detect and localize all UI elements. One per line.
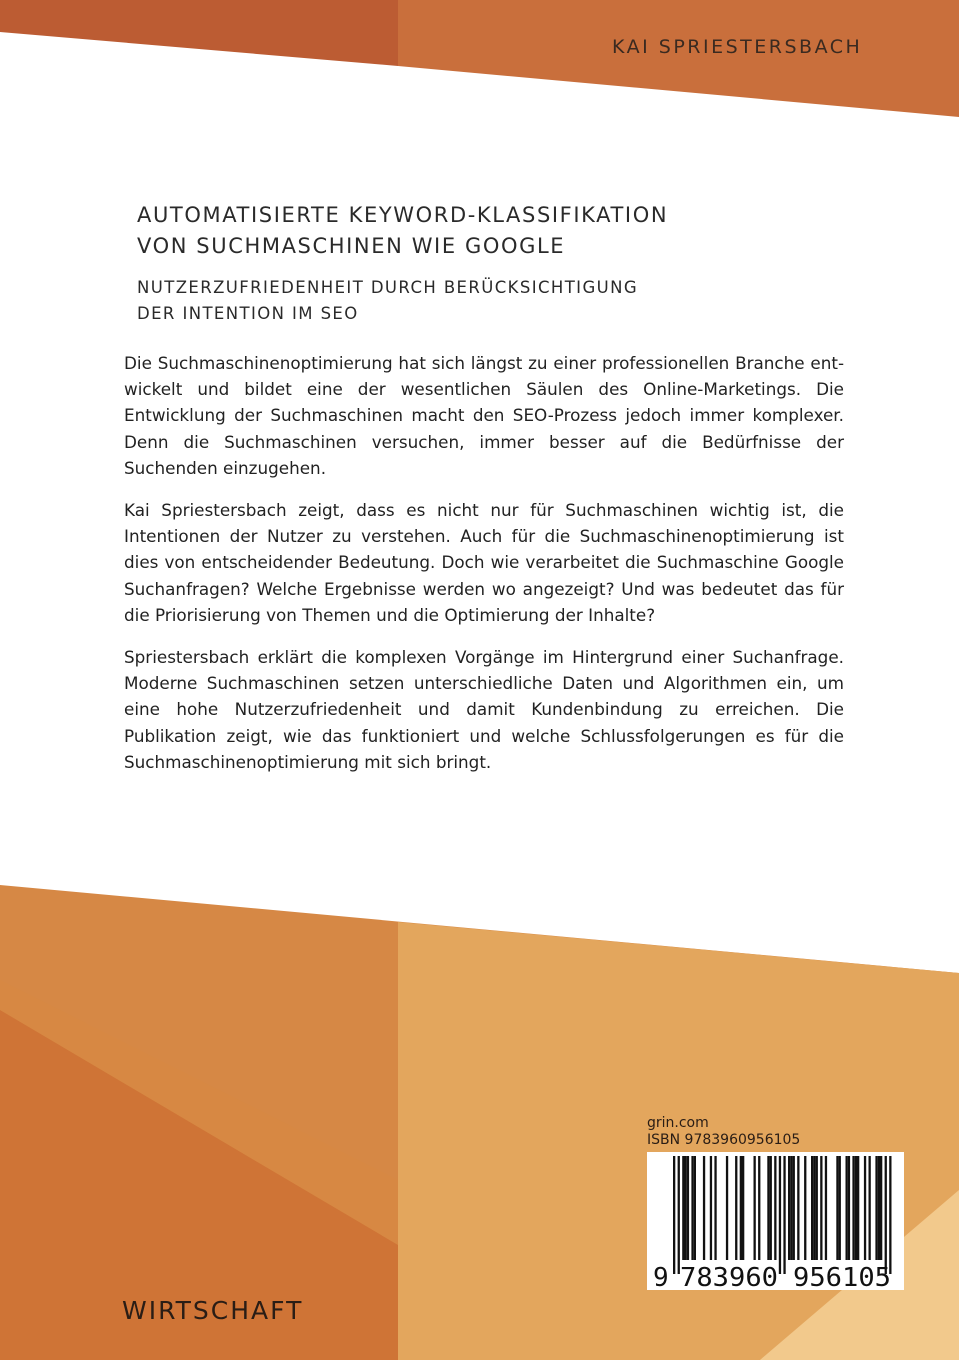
barcode-bar <box>864 1156 866 1260</box>
barcode-bar <box>673 1156 675 1274</box>
blurb <box>124 350 844 791</box>
author-name: KAI SPRIESTERSBACH <box>612 36 863 58</box>
barcode-bar <box>694 1156 696 1260</box>
barcode-bar <box>836 1156 838 1260</box>
isbn-label: ISBN 9783960956105 <box>647 1132 801 1148</box>
barcode-bar <box>710 1156 712 1260</box>
top-band-dark <box>0 0 398 66</box>
barcode-bar <box>742 1156 744 1260</box>
barcode-bar <box>889 1156 891 1274</box>
barcode-right-digits: 956105 <box>793 1263 891 1290</box>
barcode-bar <box>797 1156 799 1260</box>
barcode-bar <box>767 1156 769 1260</box>
barcode-bar <box>869 1156 871 1260</box>
barcode-bar <box>779 1156 781 1274</box>
barcode-bar <box>687 1156 689 1260</box>
category-label: WIRTSCHAFT <box>122 1296 304 1325</box>
barcode-bar <box>825 1156 827 1260</box>
barcode-bar <box>804 1156 806 1260</box>
barcode-left-digits: 783960 <box>680 1263 778 1290</box>
book-title <box>137 200 668 262</box>
barcode-bar <box>726 1156 728 1260</box>
barcode-bar <box>839 1156 841 1260</box>
barcode-bar <box>770 1156 772 1260</box>
barcode-bar <box>685 1156 687 1260</box>
barcode-bar <box>875 1156 877 1260</box>
barcode-bar <box>793 1156 795 1260</box>
barcode-bar <box>848 1156 850 1260</box>
barcode-graphic <box>647 1152 904 1290</box>
barcode-bar <box>774 1156 776 1260</box>
barcode-bar <box>846 1156 848 1260</box>
blurb-paragraph: Spriestersbach erklärt die komplexen Vorgänge im Hintergrund einer Suchanfrage. Moderne Suchmaschinen setzen unterschiedliche Daten und Algorithmen ein, um eine hohe Nutzerzufriedenheit und damit Kundenbindung zu erreichen. Die Publikation zeigt, wie das funktioniert und welche Schlussfolgerungen es für die Suchmaschinenoptimierung mit sich bringt. <box>124 647 844 772</box>
barcode-bar <box>678 1156 680 1274</box>
subtitle-line: DER INTENTION IM SEO <box>137 304 359 323</box>
barcode-bar <box>878 1156 880 1260</box>
title-line: VON SUCHMASCHINEN WIE GOOGLE <box>137 234 566 258</box>
barcode-bar <box>857 1156 859 1260</box>
isbn-barcode <box>647 1152 904 1290</box>
title-line: AUTOMATISIERTE KEYWORD-KLASSIFIKATION <box>137 203 669 227</box>
barcode-bar <box>820 1156 822 1260</box>
barcode-bar <box>813 1156 815 1260</box>
barcode-bar <box>855 1156 857 1260</box>
barcode-bar <box>740 1156 742 1260</box>
barcode-lead-digit: 9 <box>653 1263 669 1290</box>
barcode-bar <box>754 1156 756 1260</box>
publisher-imprint <box>647 1115 800 1149</box>
barcode-bar <box>714 1156 716 1260</box>
blurb-paragraph: Kai Spriestersbach zeigt, dass es nicht nur für Suchmaschinen wichtig ist, die Intentionen der Nutzer zu verstehen. Auch für die Suchmaschinenoptimierung ist dies von entscheidender Bedeutung. Doch wie verarbeitet die Suchmaschine Google Suchanfragen? Welche Ergebnisse werden wo angezeigt? Und was bedeutet das für die Priorisierung von Themen und die Optimierung der Inhalte? <box>124 500 844 625</box>
barcode-bar <box>735 1156 737 1260</box>
blurb-paragraph: Die Suchmaschinenoptimierung hat sich längst zu einer professionellen Branche entwickelt und bildet eine der wesentlichen Säulen des Online-Marketings. Die Entwicklung der Suchmaschinen macht den SEO-Prozess jedoch immer komplexer. Denn die Suchmaschinen versuchen, immer besser auf die Bedürfnisse der Suchenden einzugehen. <box>124 353 844 478</box>
barcode-bar <box>880 1156 882 1260</box>
barcode-bar <box>783 1156 785 1274</box>
book-subtitle <box>137 275 638 327</box>
publisher-url: grin.com <box>647 1115 709 1131</box>
barcode-bar <box>816 1156 818 1260</box>
barcode-bar <box>703 1156 705 1260</box>
barcode-bar <box>691 1156 693 1260</box>
barcode-bar <box>811 1156 813 1260</box>
barcode-bar <box>682 1156 684 1260</box>
barcode-bar <box>852 1156 854 1260</box>
barcode-bar <box>788 1156 790 1260</box>
barcode-bar <box>790 1156 792 1260</box>
barcode-bar <box>758 1156 760 1260</box>
barcode-bar <box>885 1156 887 1274</box>
top-band-light <box>398 0 959 117</box>
subtitle-line: NUTZERZUFRIEDENHEIT DURCH BERÜCKSICHTIGUNG <box>137 278 639 297</box>
